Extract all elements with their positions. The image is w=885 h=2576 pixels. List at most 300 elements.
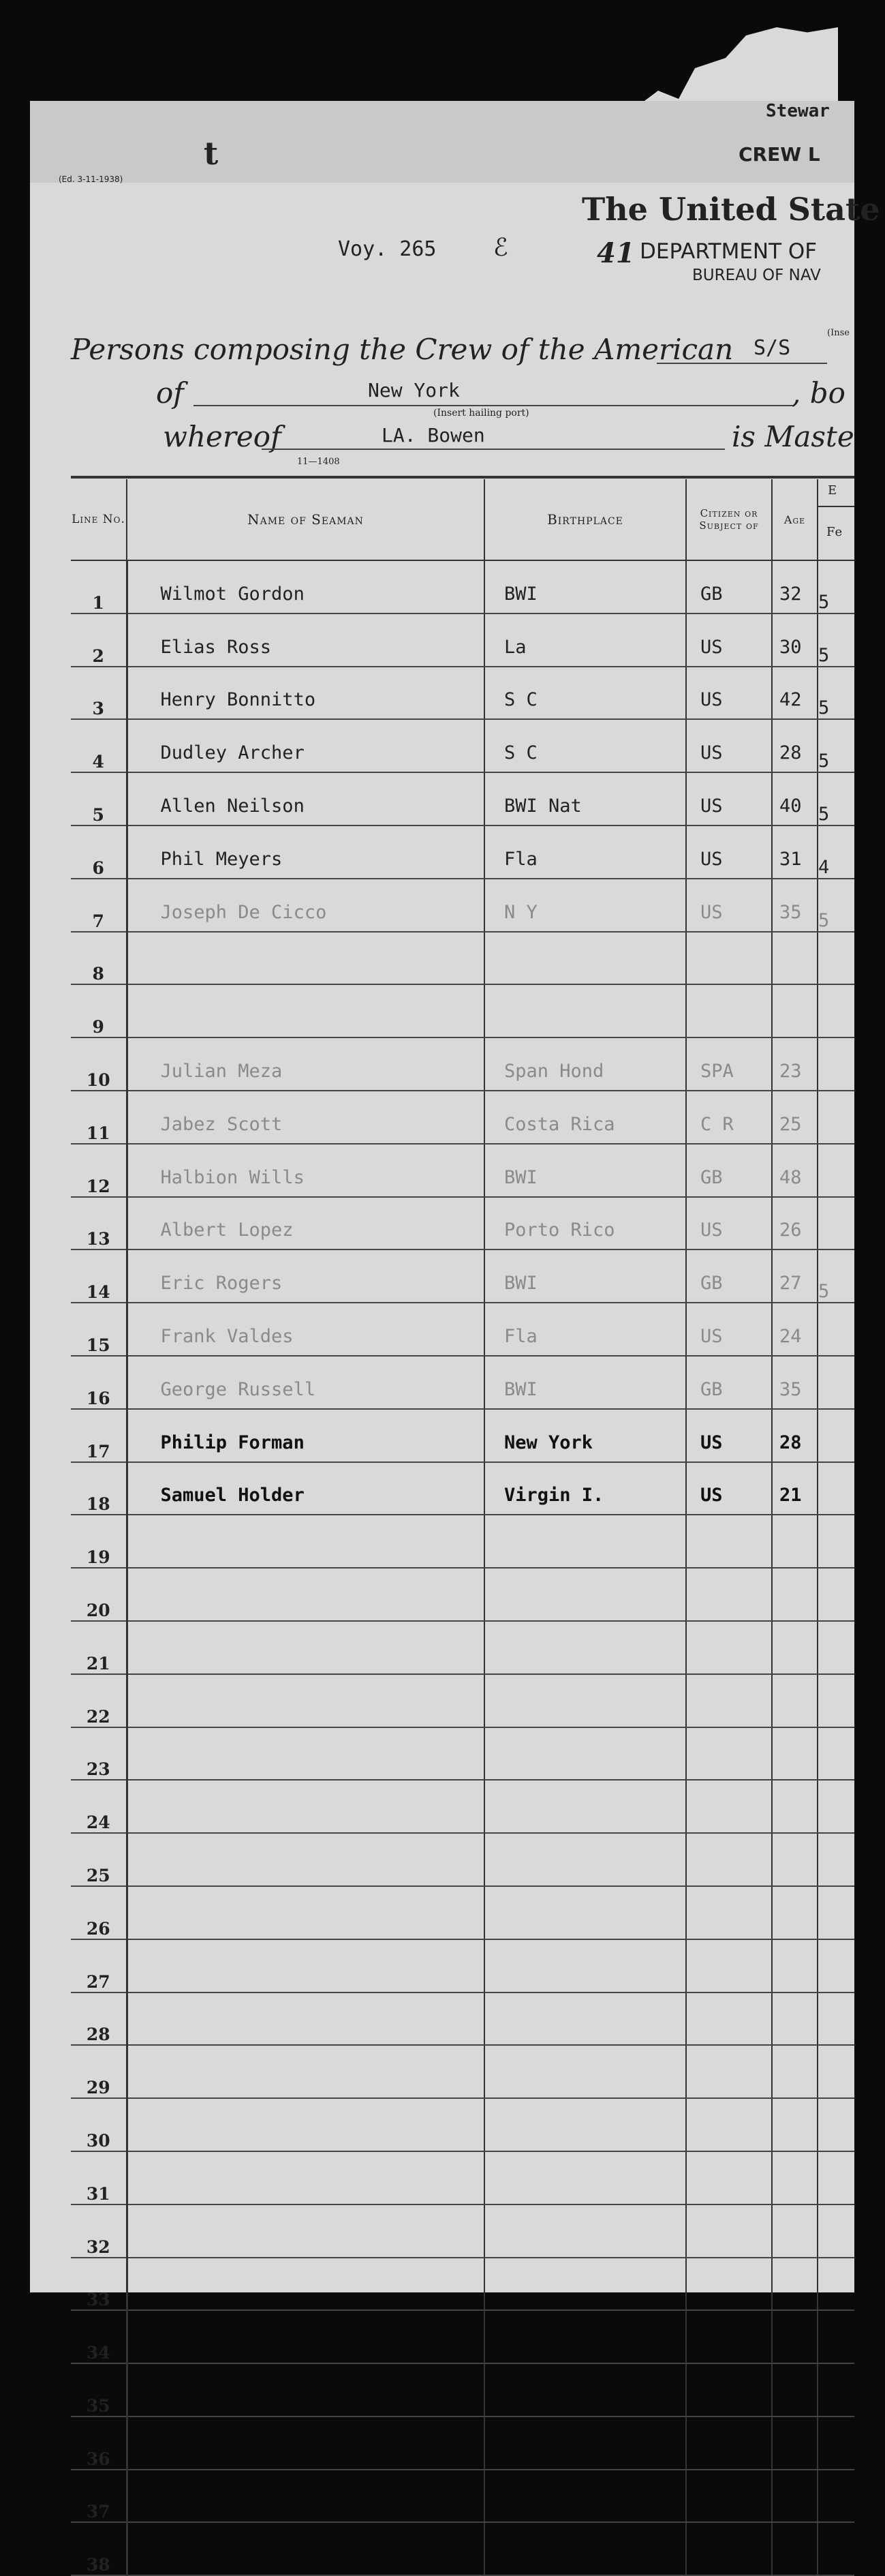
extra-value-cell xyxy=(818,2045,854,2098)
table-row xyxy=(71,1303,854,1356)
birthplace-cell: Span Hond xyxy=(484,1037,686,1091)
citizenship-cell xyxy=(686,932,772,985)
birthplace-cell xyxy=(484,1674,686,1727)
birthplace-cell xyxy=(484,932,686,985)
citizenship-cell: US xyxy=(686,667,772,720)
citizenship-cell: US xyxy=(686,1409,772,1462)
seaman-name-cell xyxy=(127,1939,484,1992)
seaman-name-cell: Samuel Holder xyxy=(127,1462,484,1515)
birthplace-cell xyxy=(484,2258,686,2311)
birthplace-cell: Costa Rica xyxy=(484,1091,686,1144)
line-number-cell: 17 xyxy=(71,1409,127,1462)
age-cell: 31 xyxy=(772,825,818,879)
age-cell xyxy=(772,1833,818,1886)
voyage-number: Voy. 265 xyxy=(338,237,437,261)
age-cell xyxy=(772,932,818,985)
vessel-name-line xyxy=(657,363,827,364)
table-row xyxy=(71,984,854,1037)
extra-value-cell xyxy=(818,1992,854,2046)
birthplace-cell: BWI xyxy=(484,1144,686,1197)
seaman-name-cell: Joseph De Cicco xyxy=(127,879,484,932)
ink-mark: ℰ xyxy=(493,234,508,262)
age-cell xyxy=(772,2151,818,2204)
table-row xyxy=(71,1356,854,1409)
citizenship-cell: GB xyxy=(686,1356,772,1409)
header-mark: t xyxy=(204,135,219,172)
birthplace-cell xyxy=(484,1939,686,1992)
vessel-type: S/S xyxy=(754,336,791,360)
age-cell xyxy=(772,984,818,1037)
line-number-cell: 26 xyxy=(71,1886,127,1939)
age-cell: 26 xyxy=(772,1197,818,1250)
seaman-name-cell xyxy=(127,2258,484,2311)
seaman-name-cell: Wilmot Gordon xyxy=(127,560,484,613)
seaman-name-cell: Albert Lopez xyxy=(127,1197,484,1250)
extra-value-cell xyxy=(818,1568,854,1621)
age-cell xyxy=(772,2416,818,2470)
line-number-cell: 30 xyxy=(71,2098,127,2151)
whereof-label: whereof xyxy=(163,420,281,453)
table-row xyxy=(71,1568,854,1621)
table-row xyxy=(71,879,854,932)
extra-value-cell xyxy=(818,1833,854,1886)
extra-value-cell xyxy=(818,1621,854,1674)
age-cell: 28 xyxy=(772,1409,818,1462)
age-cell xyxy=(772,2522,818,2575)
age-cell: 27 xyxy=(772,1249,818,1303)
age-cell xyxy=(772,2470,818,2523)
extra-value-cell xyxy=(818,2522,854,2575)
seaman-name-cell xyxy=(127,2416,484,2470)
birthplace-cell: N Y xyxy=(484,879,686,932)
citizenship-cell xyxy=(686,2098,772,2151)
table-row xyxy=(71,1409,854,1462)
table-row xyxy=(71,2363,854,2416)
birthplace-cell xyxy=(484,984,686,1037)
age-cell: 48 xyxy=(772,1144,818,1197)
extra-value-cell xyxy=(818,1939,854,1992)
table-row xyxy=(71,932,854,985)
line-number-cell: 33 xyxy=(71,2258,127,2311)
table-row xyxy=(71,2416,854,2470)
extra-value-cell: 5 xyxy=(818,719,854,772)
citizenship-cell xyxy=(686,2045,772,2098)
birthplace-cell xyxy=(484,1833,686,1886)
seaman-name-cell xyxy=(127,2522,484,2575)
age-cell: 30 xyxy=(772,613,818,667)
extra-value-cell xyxy=(818,2151,854,2204)
is-master-label: is Maste xyxy=(732,420,854,453)
table-row xyxy=(71,1674,854,1727)
line-number-cell: 36 xyxy=(71,2416,127,2470)
birthplace-cell xyxy=(484,1780,686,1833)
citizenship-cell: GB xyxy=(686,1144,772,1197)
extra-value-cell xyxy=(818,984,854,1037)
citizenship-cell: US xyxy=(686,879,772,932)
hailing-port-line xyxy=(193,405,793,406)
birthplace-cell xyxy=(484,2363,686,2416)
line-number-cell: 20 xyxy=(71,1568,127,1621)
extra-value-cell xyxy=(818,1197,854,1250)
age-cell xyxy=(772,1886,818,1939)
extra-value-cell: 5 xyxy=(818,667,854,720)
citizenship-cell: US xyxy=(686,613,772,667)
birthplace-cell xyxy=(484,2416,686,2470)
birthplace-cell xyxy=(484,1515,686,1568)
seaman-name-cell: Frank Valdes xyxy=(127,1303,484,1356)
age-cell xyxy=(772,1939,818,1992)
citizenship-cell xyxy=(686,1621,772,1674)
age-cell xyxy=(772,2204,818,2258)
birthplace-cell xyxy=(484,2045,686,2098)
extra-value-cell: 5 xyxy=(818,613,854,667)
age-cell: 35 xyxy=(772,879,818,932)
extra-value-cell xyxy=(818,932,854,985)
birthplace-cell: S C xyxy=(484,719,686,772)
line-number-cell: 35 xyxy=(71,2363,127,2416)
line-number-cell: 11 xyxy=(71,1091,127,1144)
extra-value-cell xyxy=(818,2363,854,2416)
line-number-cell: 1 xyxy=(71,560,127,613)
table-row xyxy=(71,1992,854,2046)
birthplace-cell: Fla xyxy=(484,1303,686,1356)
extra-value-cell xyxy=(818,1462,854,1515)
table-row xyxy=(71,2258,854,2311)
age-cell xyxy=(772,1621,818,1674)
citizenship-cell xyxy=(686,1992,772,2046)
citizenship-cell xyxy=(686,1939,772,1992)
age-cell xyxy=(772,2045,818,2098)
seaman-name-cell: Eric Rogers xyxy=(127,1249,484,1303)
persons-label: Persons composing the Crew of the American xyxy=(71,333,734,366)
seaman-name-cell: Julian Meza xyxy=(127,1037,484,1091)
age-cell: 42 xyxy=(772,667,818,720)
extra-value-cell xyxy=(818,1727,854,1781)
page-number: 41 xyxy=(597,237,635,269)
birthplace-cell xyxy=(484,1568,686,1621)
seaman-name-cell xyxy=(127,2310,484,2363)
bo-label: , bo xyxy=(792,376,845,410)
seaman-name-cell xyxy=(127,2045,484,2098)
table-row xyxy=(71,667,854,720)
extra-value-cell xyxy=(818,1409,854,1462)
header-citizen: Citizen or Subject of xyxy=(686,479,772,560)
header-extra-bottom: Fe xyxy=(818,506,854,539)
citizenship-cell xyxy=(686,2151,772,2204)
hailing-port: New York xyxy=(368,379,460,401)
line-number-cell: 29 xyxy=(71,2045,127,2098)
crew-table xyxy=(71,479,854,2576)
age-cell xyxy=(772,1992,818,2046)
citizenship-cell xyxy=(686,2310,772,2363)
line-number-cell: 13 xyxy=(71,1197,127,1250)
birthplace-cell: Porto Rico xyxy=(484,1197,686,1250)
united-states-title: The United State xyxy=(582,191,880,228)
seaman-name-cell xyxy=(127,1674,484,1727)
birthplace-cell xyxy=(484,1621,686,1674)
line-number-cell: 6 xyxy=(71,825,127,879)
age-cell: 32 xyxy=(772,560,818,613)
birthplace-cell xyxy=(484,1992,686,2046)
citizenship-cell: US xyxy=(686,1197,772,1250)
seaman-name-cell: Jabez Scott xyxy=(127,1091,484,1144)
seaman-name-cell xyxy=(127,2470,484,2523)
insert-note: (Inse xyxy=(827,328,850,338)
extra-value-cell xyxy=(818,1303,854,1356)
seaman-name-cell: Phil Meyers xyxy=(127,825,484,879)
citizenship-cell: US xyxy=(686,719,772,772)
table-row xyxy=(71,1780,854,1833)
extra-value-cell xyxy=(818,2470,854,2523)
age-cell xyxy=(772,1780,818,1833)
seaman-name-cell xyxy=(127,2098,484,2151)
table-row xyxy=(71,1462,854,1515)
seaman-name-cell xyxy=(127,984,484,1037)
line-number-cell: 2 xyxy=(71,613,127,667)
seaman-name-cell: Allen Neilson xyxy=(127,772,484,825)
citizenship-cell xyxy=(686,2363,772,2416)
birthplace-cell xyxy=(484,1886,686,1939)
header-strip xyxy=(30,101,854,183)
citizenship-cell: US xyxy=(686,1462,772,1515)
citizenship-cell xyxy=(686,2470,772,2523)
table-row xyxy=(71,1515,854,1568)
line-number-cell: 9 xyxy=(71,984,127,1037)
header-extra xyxy=(818,479,854,560)
crew-list-sheet xyxy=(30,101,880,2575)
citizenship-cell xyxy=(686,1833,772,1886)
seaman-name-cell xyxy=(127,1992,484,2046)
birthplace-cell: BWI xyxy=(484,560,686,613)
table-row xyxy=(71,2098,854,2151)
extra-value-cell: 4 xyxy=(818,825,854,879)
seaman-name-cell xyxy=(127,2204,484,2258)
seaman-name-cell xyxy=(127,1621,484,1674)
header-birthplace: Birthplace xyxy=(484,479,686,560)
table-row xyxy=(71,1197,854,1250)
age-cell: 21 xyxy=(772,1462,818,1515)
header-line-no: Line No. xyxy=(71,479,127,560)
birthplace-cell: La xyxy=(484,613,686,667)
table-row xyxy=(71,719,854,772)
of-label: of xyxy=(156,376,184,410)
department-label: DEPARTMENT OF xyxy=(640,239,818,264)
birthplace-cell: S C xyxy=(484,667,686,720)
corner-label: Stewar xyxy=(766,101,830,121)
table-row xyxy=(71,1091,854,1144)
age-cell: 28 xyxy=(772,719,818,772)
line-number-cell: 31 xyxy=(71,2151,127,2204)
birthplace-cell xyxy=(484,2151,686,2204)
seaman-name-cell: Henry Bonnitto xyxy=(127,667,484,720)
crew-list-title: CREW L xyxy=(739,143,820,166)
extra-value-cell xyxy=(818,2258,854,2311)
table-row xyxy=(71,2470,854,2523)
age-cell xyxy=(772,2098,818,2151)
line-number-cell: 18 xyxy=(71,1462,127,1515)
table-row xyxy=(71,2204,854,2258)
line-number-cell: 27 xyxy=(71,1939,127,1992)
seaman-name-cell xyxy=(127,1727,484,1781)
seaman-name-cell xyxy=(127,1515,484,1568)
line-number-cell: 7 xyxy=(71,879,127,932)
citizenship-cell xyxy=(686,1727,772,1781)
bureau-label: BUREAU OF NAV xyxy=(692,267,821,284)
birthplace-cell: New York xyxy=(484,1409,686,1462)
line-number-cell: 22 xyxy=(71,1674,127,1727)
seaman-name-cell xyxy=(127,1780,484,1833)
line-number-cell: 28 xyxy=(71,1992,127,2046)
table-row xyxy=(71,825,854,879)
age-cell: 25 xyxy=(772,1091,818,1144)
age-cell xyxy=(772,2258,818,2311)
line-number-cell: 15 xyxy=(71,1303,127,1356)
table-row xyxy=(71,560,854,613)
seaman-name-cell xyxy=(127,1886,484,1939)
table-header-row xyxy=(71,479,854,560)
birthplace-cell: Fla xyxy=(484,825,686,879)
form-code: 11—1408 xyxy=(297,457,340,467)
table-row xyxy=(71,1249,854,1303)
line-number-cell: 14 xyxy=(71,1249,127,1303)
line-number-cell: 8 xyxy=(71,932,127,985)
table-row xyxy=(71,1833,854,1886)
citizenship-cell xyxy=(686,1568,772,1621)
seaman-name-cell xyxy=(127,2363,484,2416)
age-cell xyxy=(772,1727,818,1781)
table-row xyxy=(71,1886,854,1939)
table-row xyxy=(71,2151,854,2204)
age-cell: 24 xyxy=(772,1303,818,1356)
citizenship-cell xyxy=(686,2204,772,2258)
line-number-cell: 5 xyxy=(71,772,127,825)
citizenship-cell: GB xyxy=(686,1249,772,1303)
age-cell xyxy=(772,1515,818,1568)
master-name: LA. Bowen xyxy=(382,424,485,446)
birthplace-cell xyxy=(484,2470,686,2523)
citizenship-cell xyxy=(686,1515,772,1568)
table-row xyxy=(71,613,854,667)
line-number-cell: 23 xyxy=(71,1727,127,1781)
seaman-name-cell: Dudley Archer xyxy=(127,719,484,772)
birthplace-cell: BWI xyxy=(484,1249,686,1303)
extra-value-cell xyxy=(818,1780,854,1833)
line-number-cell: 3 xyxy=(71,667,127,720)
table-row xyxy=(71,1727,854,1781)
citizenship-cell xyxy=(686,1674,772,1727)
line-number-cell: 38 xyxy=(71,2522,127,2575)
extra-value-cell xyxy=(818,2416,854,2470)
line-number-cell: 34 xyxy=(71,2310,127,2363)
citizenship-cell xyxy=(686,1886,772,1939)
line-number-cell: 24 xyxy=(71,1780,127,1833)
line-number-cell: 21 xyxy=(71,1621,127,1674)
age-cell xyxy=(772,2363,818,2416)
extra-value-cell xyxy=(818,1356,854,1409)
table-row xyxy=(71,1621,854,1674)
table-row xyxy=(71,2522,854,2575)
line-number-cell: 25 xyxy=(71,1833,127,1886)
table-row xyxy=(71,2310,854,2363)
birthplace-cell xyxy=(484,1727,686,1781)
citizenship-cell: C R xyxy=(686,1091,772,1144)
line-number-cell: 32 xyxy=(71,2204,127,2258)
table-top-rule xyxy=(71,476,854,479)
age-cell: 23 xyxy=(772,1037,818,1091)
citizenship-cell: US xyxy=(686,772,772,825)
citizenship-cell: US xyxy=(686,1303,772,1356)
extra-value-cell: 5 xyxy=(818,1249,854,1303)
extra-value-cell xyxy=(818,2098,854,2151)
seaman-name-cell: George Russell xyxy=(127,1356,484,1409)
seaman-name-cell xyxy=(127,2151,484,2204)
table-row xyxy=(71,1939,854,1992)
birthplace-cell xyxy=(484,2310,686,2363)
seaman-name-cell xyxy=(127,1833,484,1886)
citizenship-cell xyxy=(686,1780,772,1833)
line-number-cell: 16 xyxy=(71,1356,127,1409)
citizenship-cell: GB xyxy=(686,560,772,613)
header-extra-top: E xyxy=(828,483,838,498)
master-line xyxy=(262,449,725,450)
extra-value-cell xyxy=(818,1144,854,1197)
crew-table-body xyxy=(71,560,854,2575)
age-cell xyxy=(772,1568,818,1621)
seaman-name-cell: Philip Forman xyxy=(127,1409,484,1462)
line-number-cell: 37 xyxy=(71,2470,127,2523)
citizenship-cell xyxy=(686,2522,772,2575)
hailing-note: (Insert hailing port) xyxy=(433,408,529,419)
citizenship-cell xyxy=(686,2258,772,2311)
table-row xyxy=(71,1144,854,1197)
birthplace-cell: BWI Nat xyxy=(484,772,686,825)
seaman-name-cell: Halbion Wills xyxy=(127,1144,484,1197)
table-row xyxy=(71,1037,854,1091)
age-cell: 40 xyxy=(772,772,818,825)
seaman-name-cell xyxy=(127,1568,484,1621)
citizenship-cell: US xyxy=(686,825,772,879)
age-cell: 35 xyxy=(772,1356,818,1409)
birthplace-cell: BWI xyxy=(484,1356,686,1409)
birthplace-cell: Virgin I. xyxy=(484,1462,686,1515)
citizenship-cell xyxy=(686,2416,772,2470)
line-number-cell: 10 xyxy=(71,1037,127,1091)
extra-value-cell xyxy=(818,1091,854,1144)
extra-value-cell xyxy=(818,1515,854,1568)
extra-value-cell: 5 xyxy=(818,772,854,825)
line-number-cell: 12 xyxy=(71,1144,127,1197)
birthplace-cell xyxy=(484,2098,686,2151)
seaman-name-cell xyxy=(127,932,484,985)
birthplace-cell xyxy=(484,2204,686,2258)
extra-value-cell: 5 xyxy=(818,560,854,613)
table-row xyxy=(71,772,854,825)
line-number-cell: 4 xyxy=(71,719,127,772)
birthplace-cell xyxy=(484,2522,686,2575)
extra-value-cell: 5 xyxy=(818,879,854,932)
extra-value-cell xyxy=(818,2310,854,2363)
age-cell xyxy=(772,1674,818,1727)
extra-value-cell xyxy=(818,1037,854,1091)
extra-value-cell xyxy=(818,1886,854,1939)
extra-value-cell xyxy=(818,2204,854,2258)
header-name-of-seaman: Name of Seaman xyxy=(127,479,484,560)
extra-value-cell xyxy=(818,1674,854,1727)
citizenship-cell: SPA xyxy=(686,1037,772,1091)
header-age: Age xyxy=(772,479,818,560)
table-row xyxy=(71,2045,854,2098)
form-note: (Ed. 3-11-1938) xyxy=(59,175,123,184)
